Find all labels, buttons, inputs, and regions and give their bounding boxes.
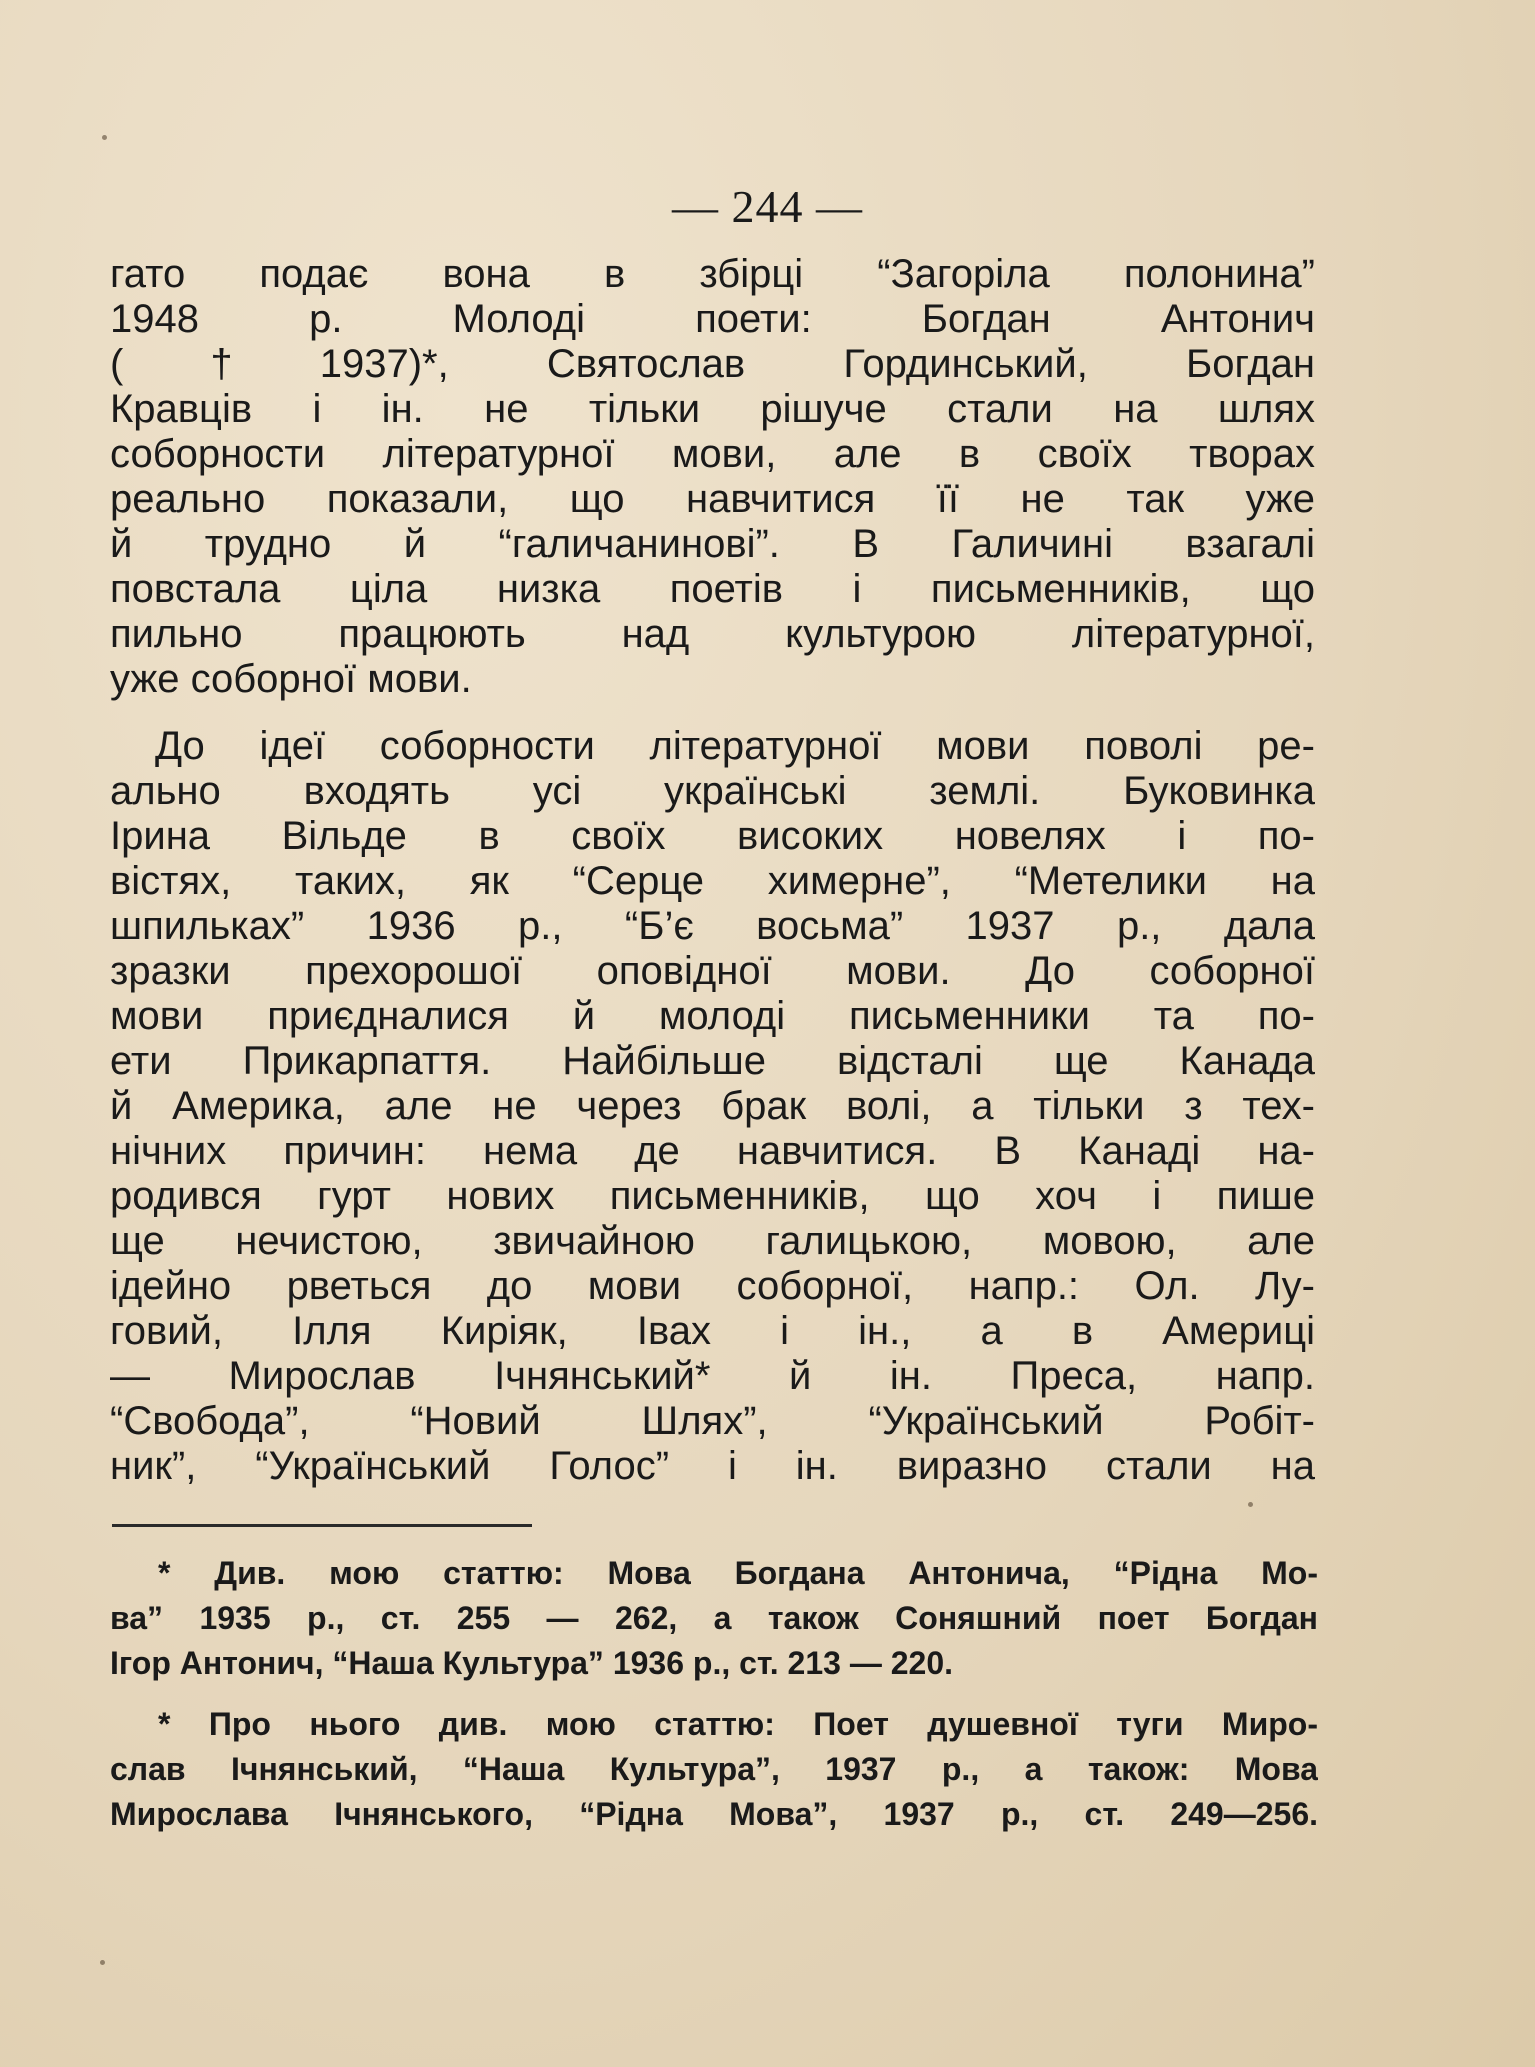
text-line: ідейно рветься до мови соборної, напр.: Ол. Лу- xyxy=(110,1264,1315,1308)
text-line: повстала ціла низка поетів і письменників, що xyxy=(110,567,1315,611)
footnote-2 xyxy=(110,1703,1318,1838)
footnote-line: ва” 1935 р., ст. 255 — 262, а також Соняшний поет Богдан xyxy=(110,1600,1318,1636)
text-line: реально показали, що навчитися її не так уже xyxy=(110,477,1315,521)
text-line: Ірина Вільде в своїх високих новелях і по- xyxy=(110,814,1315,858)
text-line: (†1937)*, Святослав Гординський, Богдан xyxy=(110,342,1315,386)
paragraph-2 xyxy=(110,724,1315,1489)
paper-speck xyxy=(1248,1502,1253,1507)
footnote-line: * Див. мою статтю: Мова Богдана Антонича, “Рідна Мо- xyxy=(158,1555,1318,1591)
text-line: До ідеї соборности літературної мови поволі ре- xyxy=(155,724,1315,768)
paragraph-gap xyxy=(110,702,1315,724)
paper-speck xyxy=(100,1960,105,1965)
text-line: говий, Ілля Киріяк, Івах і ін., а в Америці xyxy=(110,1309,1315,1353)
text-line: — Мирослав Ічнянський* й ін. Преса, напр. xyxy=(110,1354,1315,1398)
paragraph-1 xyxy=(110,252,1315,702)
text-line: соборности літературної мови, але в своїх творах xyxy=(110,432,1315,476)
main-text xyxy=(110,252,1315,1489)
text-line: ще нечистою, звичайною галицькою, мовою, але xyxy=(110,1219,1315,1263)
footnote-line: * Про нього див. мою статтю: Поет душевної туги Миро- xyxy=(158,1706,1318,1742)
text-line: гато подає вона в збірці “Загоріла полонина” xyxy=(110,252,1315,296)
text-line: вістях, таких, як “Серце химерне”, “Метелики на xyxy=(110,859,1315,903)
text-line: нічних причин: нема де навчитися. В Канаді на- xyxy=(110,1129,1315,1173)
text-line: уже соборної мови. xyxy=(110,657,472,701)
footnote-line: Ігор Антонич, “Наша Культура” 1936 р., ст. 213 — 220. xyxy=(110,1645,953,1681)
text-line: мови приєдналися й молоді письменники та по- xyxy=(110,994,1315,1038)
footnotes xyxy=(110,1552,1318,1838)
text-line: ально входять усі українські землі. Буковинка xyxy=(110,769,1315,813)
footnote-gap xyxy=(110,1687,1318,1703)
footnote-1 xyxy=(110,1552,1318,1687)
text-line: шпильках” 1936 р., “Б’є восьма” 1937 р., дала xyxy=(110,904,1315,948)
footnote-line: слав Ічнянський, “Наша Культура”, 1937 р., а також: Мова xyxy=(110,1751,1318,1787)
paper-speck xyxy=(102,135,107,140)
text-line: 1948 р. Молоді поети: Богдан Антонич xyxy=(110,297,1315,341)
text-line: зразки прехорошої оповідної мови. До соборної xyxy=(110,949,1315,993)
text-line: ети Прикарпаття. Найбільше відсталі ще Канада xyxy=(110,1039,1315,1083)
text-line: родився гурт нових письменників, що хоч і пише xyxy=(110,1174,1315,1218)
text-line: ник”, “Український Голос” і ін. виразно стали на xyxy=(110,1444,1315,1488)
text-line: Кравців і ін. не тільки рішуче стали на шлях xyxy=(110,387,1315,431)
text-line: “Свобода”, “Новий Шлях”, “Український Робіт- xyxy=(110,1399,1315,1443)
text-line: й трудно й “галичанинові”. В Галичині взагалі xyxy=(110,522,1315,566)
footnote-divider xyxy=(112,1524,532,1527)
text-line: пильно працюють над культурою літературної, xyxy=(110,612,1315,656)
footnote-line: Мирослава Ічнянського, “Рідна Мова”, 1937 р., ст. 249—256. xyxy=(110,1796,1318,1832)
page-number: — 244 — xyxy=(672,181,863,232)
text-line: й Америка, але не через брак волі, а тільки з тех- xyxy=(110,1084,1315,1128)
